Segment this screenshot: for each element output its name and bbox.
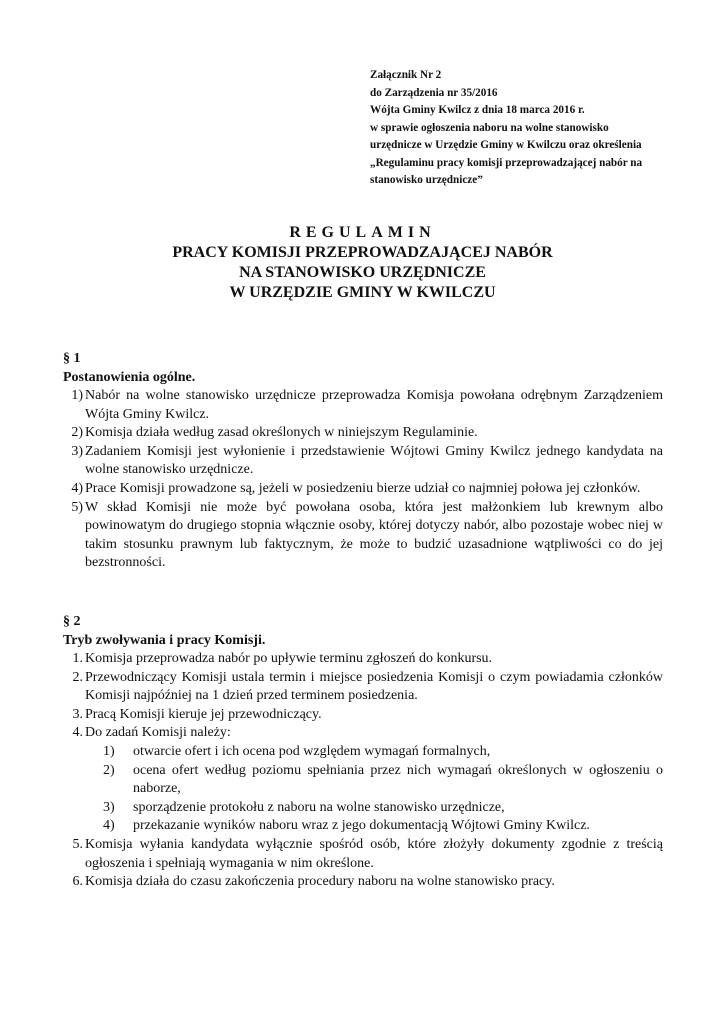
item-text: Nabór na wolne stanowisko urzędnicze przeprowadza Komisja powołana odrębnym Zarządzeniem Wójta Gminy Kwilcz. [85, 388, 663, 422]
title-line: W URZĘDZIE GMINY W KWILCZU [229, 284, 496, 301]
item-number: 3) [103, 799, 115, 815]
item-number: 2) [71, 425, 83, 441]
annex-line: do Zarządzenia nr 35/2016 [370, 86, 498, 99]
section-list [63, 387, 663, 573]
annex-line: stanowisko urzędnicze” [370, 174, 483, 186]
item-text: Przewodniczący Komisji ustala termin i miejsce posiedzenia Komisji o czym powiadamia członków Komisji najpóźniej na 1 dzień przed terminem posiedzenia. [85, 669, 663, 704]
item-number: 4) [71, 480, 83, 496]
section-1 [63, 349, 663, 573]
item-text: W skład Komisji nie może być powołana osoba, która jest małżonkiem lub krewnym albo powinowatym do drugiego stopnia włącznie osoby, której dotyczy nabór, albo pozostaje wobec niej w takim stosunku prawnym lub faktycznym, że może to budzić uzasadnione wątpliwości co do jej bezstronności. [85, 499, 663, 571]
item-text: Komisja wyłania kandydata wyłącznie spośród osób, które złożyły dokumenty zgodnie z treścią ogłoszenia i spełniają wymagania w nim określone. [85, 836, 663, 871]
sublist-item [85, 799, 663, 818]
section-number: § 1 [63, 351, 81, 366]
sublist [85, 743, 663, 836]
item-number: 2. [72, 669, 83, 685]
list-item [63, 387, 663, 424]
item-number: 5) [71, 499, 83, 515]
item-number: 5. [72, 836, 83, 852]
sublist-item [85, 762, 663, 799]
section-heading: Tryb zwoływania i pracy Komisji. [63, 633, 266, 648]
item-number: 2) [103, 762, 115, 778]
section-heading: Postanowienia ogólne. [63, 370, 196, 385]
annex-line: urzędnicze w Urzędzie Gminy w Kwilczu oraz określenia [370, 139, 642, 151]
item-text: Komisja działa według zasad określonych w niniejszym Regulaminie. [85, 425, 478, 441]
document-title [0, 223, 725, 303]
list-item [63, 480, 663, 499]
item-number: 4) [103, 818, 115, 834]
item-number: 1) [71, 388, 83, 403]
item-text: ocena ofert według poziomu spełniania przez nich wymagań określonych w ogłoszeniu o naborze, [133, 762, 663, 797]
annex-line: Załącznik Nr 2 [370, 69, 442, 81]
item-text: Pracą Komisji kieruje jej przewodniczący. [85, 706, 322, 722]
item-text: sporządzenie protokołu z naboru na wolne stanowisko urzędnicze, [133, 799, 505, 815]
item-number: 6. [72, 874, 83, 890]
item-number: 4. [72, 725, 83, 741]
item-text: Komisja działa do czasu zakończenia procedury naboru na wolne stanowisko pracy. [85, 874, 555, 890]
title-line: PRACY KOMISJI PRZEPROWADZAJĄCEJ NABÓR [172, 244, 553, 261]
item-text: Do zadań Komisji należy: [85, 725, 231, 741]
item-text: otwarcie ofert i ich ocena pod względem wymagań formalnych, [133, 743, 491, 759]
item-text: Zadaniem Komisji jest wyłonienie i przedstawienie Wójtowi Gminy Kwilcz jednego kandydata na wolne stanowisko urzędnicze. [85, 443, 663, 478]
list-item [63, 424, 663, 443]
sublist-item [85, 743, 663, 762]
list-item [63, 443, 663, 480]
title-line: REGULAMIN [289, 224, 436, 241]
list-item [63, 669, 663, 706]
annex-note [370, 67, 700, 190]
list-item [63, 724, 663, 836]
list-item [63, 650, 663, 669]
item-text: Prace Komisji prowadzone są, jeżeli w posiedzeniu bierze udział co najmniej połowa jej członków. [85, 480, 641, 496]
item-number: 1. [72, 651, 83, 666]
item-text: Komisja przeprowadza nabór po upływie terminu zgłoszeń do konkursu. [85, 651, 493, 666]
list-item [63, 706, 663, 725]
section-list [63, 650, 663, 892]
sublist-item [85, 817, 663, 836]
item-number: 3. [72, 706, 83, 722]
list-item [63, 836, 663, 873]
list-item [63, 499, 663, 573]
item-number: 1) [103, 743, 115, 759]
section-number: § 2 [63, 614, 81, 629]
annex-line: „Regulaminu pracy komisji przeprowadzającej nabór na [370, 156, 643, 169]
item-number: 3) [71, 443, 83, 459]
section-2 [63, 612, 663, 892]
list-item [63, 873, 663, 892]
annex-line: Wójta Gminy Kwilcz z dnia 18 marca 2016 r. [370, 104, 585, 116]
annex-line: w sprawie ogłoszenia naboru na wolne stanowisko [370, 121, 609, 134]
item-text: przekazanie wyników naboru wraz z jego dokumentacją Wójtowi Gminy Kwilcz. [133, 818, 590, 834]
title-line: NA STANOWISKO URZĘDNICZE [239, 264, 486, 281]
